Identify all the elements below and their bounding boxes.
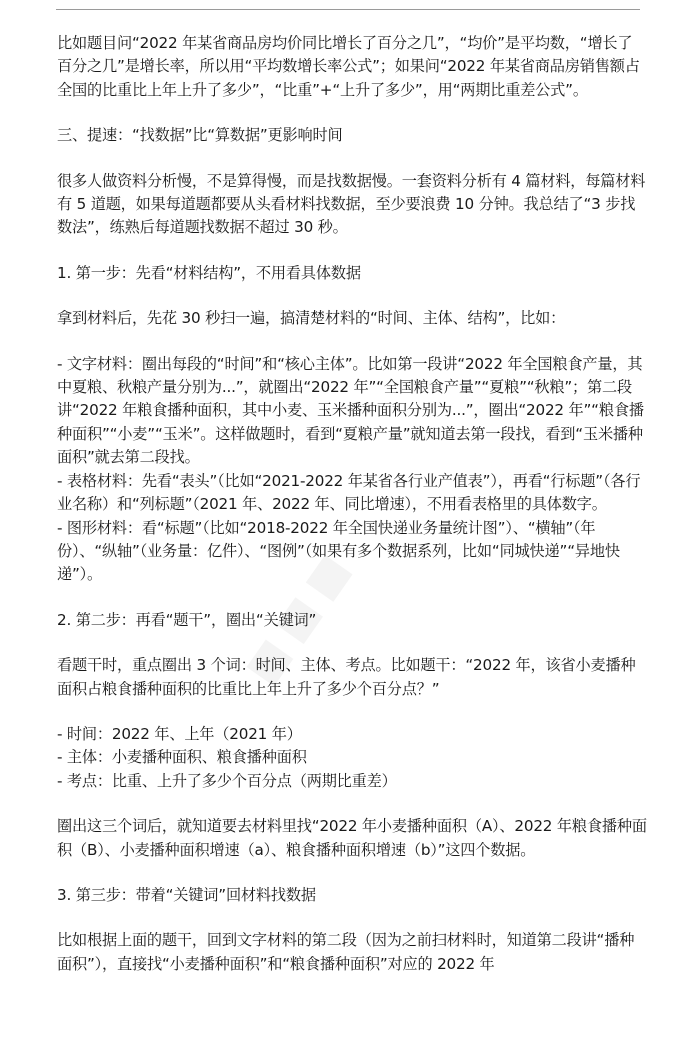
- step-3-heading: 3. 第三步：带着“关键词”回材料找数据: [57, 885, 316, 904]
- paragraph-formula-examples: 比如题目问“2022 年某省商品房均价同比增长了百分之几”，“均价”是平均数，“增长了百分之几”是增长率，所以用“平均数增长率公式”；如果问“2022 年某省商品房销售额占全国的比重比上年上升了多少”，“比重”+“上升了多少”，用“两期比重差公式”。: [57, 34, 640, 99]
- step-2-heading: 2. 第二步：再看“题干”，圈出“关键词”: [57, 610, 317, 629]
- header-divider: [56, 9, 640, 10]
- paragraph-four-data: 圈出这三个词后，就知道要去材料里找“2022 年小麦播种面积（A）、2022 年粮食播种面积（B）、小麦播种面积增速（a）、粮食播种面积增速（b）”这四个数据。: [57, 817, 647, 859]
- list-item-test-point: - 考点：比重、上升了多少个百分点（两期比重差）: [57, 771, 397, 790]
- list-item-table-material: - 表格材料：先看“表头”（比如“2021-2022 年某省各行业产值表”），再看“行标题”（各行业名称）和“列标题”（2021 年、2022 年、同比增速），不用看表格里的具体数字。: [57, 471, 641, 514]
- list-item-text-material: - 文字材料：圈出每段的“时间”和“核心主体”。比如第一段讲“2022 年全国粮食产量，其中夏粮、秋粮产量分别为...”，就圈出“2022 年”“全国粮食产量”“夏粮”“秋粮”；第二段讲“2022 年粮食播种面积，其中小麦、玉米播种面积分别为...”，圈出“2022 年”“粮食播种面积”“小麦”“玉米”。这样做题时，看到“夏粮产量”就知道去第一段找，看到“玉米播种面积”就去第二段找。: [57, 354, 644, 467]
- list-item-chart-material: - 图形材料：看“标题”（比如“2018-2022 年全国快递业务量统计图”）、“横轴”（年份）、“纵轴”（业务量：亿件）、“图例”（如果有多个数据系列，比如“同城快递”“异地快递”）。: [57, 518, 620, 584]
- document-body: [57, 32, 647, 998]
- paragraph-return-to-material: 比如根据上面的题干，回到文字材料的第二段（因为之前扫材料时，知道第二段讲“播种面积”），直接找“小麦播种面积”和“粮食播种面积”对应的 2022 年: [57, 931, 635, 973]
- paragraph-scan-material: 拿到材料后，先花 30 秒扫一遍，搞清楚材料的“时间、主体、结构”，比如：: [57, 309, 566, 328]
- paragraph-keywords: 看题干时，重点圈出 3 个词：时间、主体、考点。比如题干：“2022 年，该省小麦播种面积占粮食播种面积的比重比上年上升了多少个百分点？”: [57, 656, 636, 698]
- list-item-time: - 时间：2022 年、上年（2021 年）: [57, 724, 302, 743]
- section-heading-speed: 三、提速：“找数据”比“算数据”更影响时间: [57, 126, 343, 145]
- paragraph-find-data-intro: 很多人做资料分析慢，不是算得慢，而是找数据慢。一套资料分析有 4 篇材料，每篇材料有 5 道题，如果每道题都要从头看材料找数据，至少要浪费 10 分钟。我总结了“3 步找数法”，练熟后每道题找数据不超过 30 秒。: [57, 171, 646, 237]
- list-item-subject: - 主体：小麦播种面积、粮食播种面积: [57, 748, 307, 767]
- step-1-heading: 1. 第一步：先看“材料结构”，不用看具体数据: [57, 263, 361, 282]
